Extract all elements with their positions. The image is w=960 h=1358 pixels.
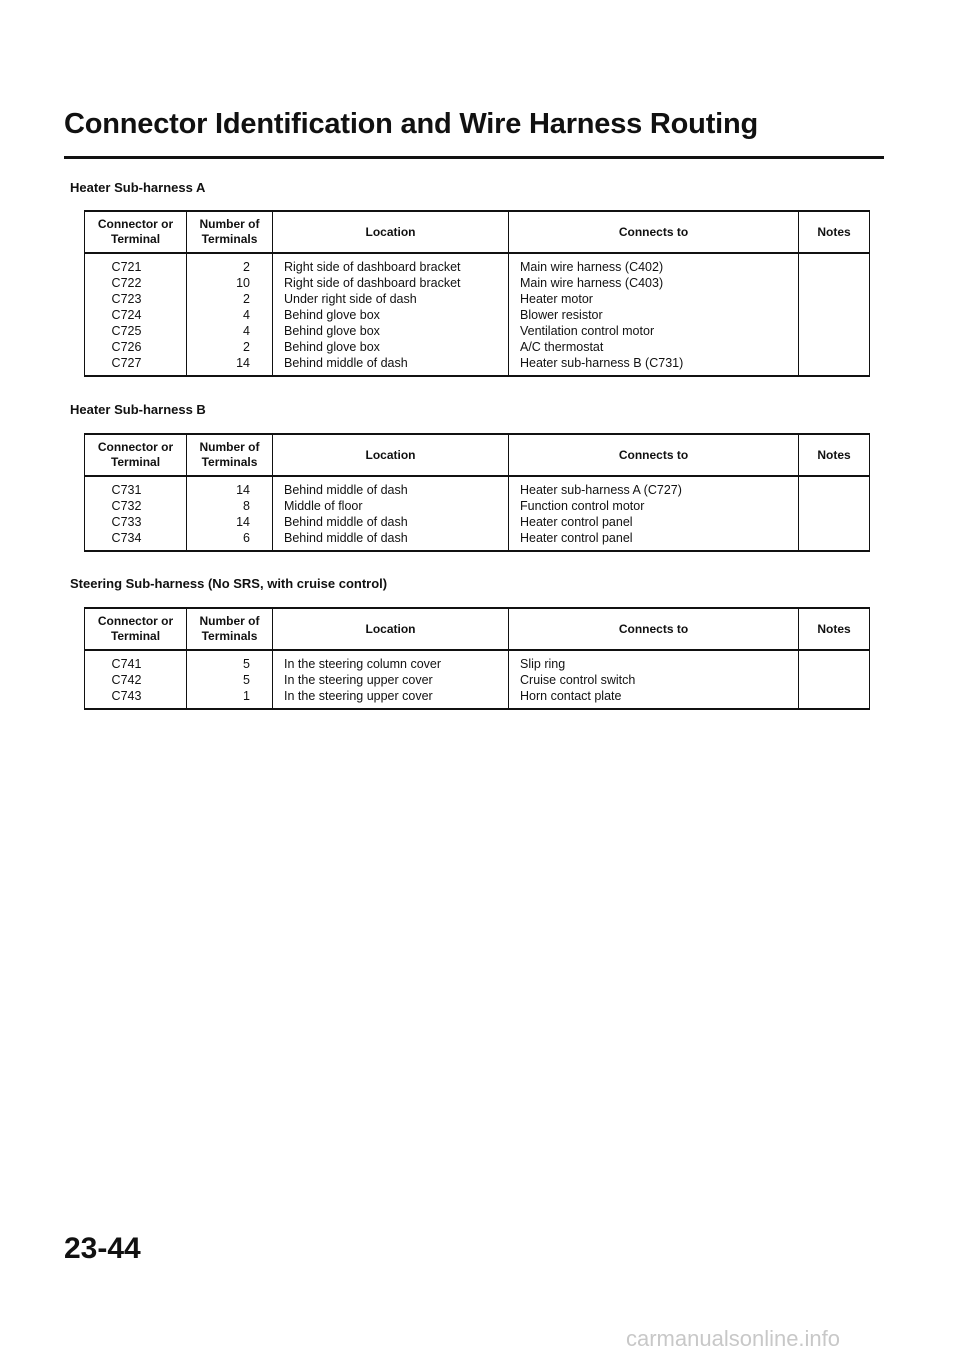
connects-to-value: Heater motor [520, 292, 593, 306]
section-title: Heater Sub-harness A [70, 180, 206, 195]
location-value: Behind glove box [284, 308, 380, 322]
header-number-of-terminals [187, 608, 273, 650]
header-connector-line: Terminal [110, 455, 161, 469]
terminals-value: 6 [243, 531, 250, 545]
connects-to-cell [509, 650, 799, 709]
connector-cell [85, 650, 187, 709]
header-notes: Notes [799, 608, 870, 650]
notes-cell [799, 650, 870, 709]
header-number-of-terminals-line: Number of [199, 614, 260, 628]
header-notes: Notes [799, 211, 870, 253]
header-connects-to: Connects to [509, 211, 799, 253]
connector-table [84, 607, 870, 710]
connector-table [84, 433, 870, 552]
location-cell [273, 253, 509, 376]
terminals-value: 4 [243, 308, 250, 322]
connects-to-value: Horn contact plate [520, 689, 622, 703]
location-value: Behind glove box [284, 340, 380, 354]
location-value: In the steering column cover [284, 657, 442, 671]
connects-to-value: Heater control panel [520, 515, 633, 529]
header-number-of-terminals-line: Number of [199, 217, 260, 231]
header-connector [85, 608, 187, 650]
title-rule [64, 156, 884, 159]
notes-cell [799, 476, 870, 551]
connects-to-value: Slip ring [520, 657, 566, 671]
table-row [85, 476, 870, 551]
connects-to-value: Cruise control switch [520, 673, 636, 687]
location-value: In the steering upper cover [284, 689, 433, 703]
header-number-of-terminals [187, 211, 273, 253]
header-connector-line: Connector or [97, 614, 174, 628]
terminals-value: 2 [243, 260, 250, 274]
connects-to-value: Ventilation control motor [520, 324, 655, 338]
connects-to-value: Heater sub-harness B (C731) [520, 356, 684, 370]
table-row [85, 650, 870, 709]
terminals-value: 2 [243, 292, 250, 306]
location-value: Behind middle of dash [284, 531, 408, 545]
location-value: Under right side of dash [284, 292, 417, 306]
page-title: Connector Identification and Wire Harness Routing [64, 108, 759, 140]
connector-table [84, 210, 870, 377]
location-value: In the steering upper cover [284, 673, 433, 687]
connector-value: C741 [111, 657, 142, 671]
terminals-cell [187, 650, 273, 709]
connects-to-value: Blower resistor [520, 308, 603, 322]
header-number-of-terminals-line: Terminals [201, 629, 258, 643]
connects-to-value: A/C thermostat [520, 340, 604, 354]
connector-value: C727 [111, 356, 142, 370]
connector-cell [85, 476, 187, 551]
section-title: Heater Sub-harness B [70, 402, 206, 417]
connector-value: C726 [111, 340, 142, 354]
header-row [85, 434, 870, 476]
header-number-of-terminals [187, 434, 273, 476]
location-value: Right side of dashboard bracket [284, 260, 461, 274]
connector-value: C731 [111, 483, 142, 497]
section-title: Steering Sub-harness (No SRS, with cruise control) [70, 576, 388, 591]
header-number-of-terminals-line: Terminals [201, 232, 258, 246]
terminals-value: 14 [236, 483, 250, 497]
location-value: Middle of floor [284, 499, 363, 513]
header-connects-to: Connects to [509, 434, 799, 476]
terminals-value: 2 [243, 340, 250, 354]
connector-value: C732 [111, 499, 142, 513]
location-value: Behind glove box [284, 324, 380, 338]
header-number-of-terminals-line: Number of [199, 440, 260, 454]
connector-value: C733 [111, 515, 142, 529]
table-row [85, 253, 870, 376]
header-row [85, 211, 870, 253]
terminals-value: 1 [243, 689, 250, 703]
connects-to-value: Main wire harness (C403) [520, 276, 664, 290]
terminals-cell [187, 476, 273, 551]
connects-to-value: Main wire harness (C402) [520, 260, 664, 274]
header-row [85, 608, 870, 650]
connector-value: C721 [111, 260, 142, 274]
connects-to-cell [509, 253, 799, 376]
watermark: carmanualsonline.info [626, 1326, 841, 1351]
header-location: Location [273, 608, 509, 650]
location-cell [273, 476, 509, 551]
header-connector-line: Terminal [110, 629, 161, 643]
connector-value: C742 [111, 673, 142, 687]
terminals-value: 14 [236, 515, 250, 529]
location-cell [273, 650, 509, 709]
terminals-cell [187, 253, 273, 376]
page-number: 23-44 [64, 1232, 141, 1265]
terminals-value: 4 [243, 324, 250, 338]
terminals-value: 5 [243, 657, 250, 671]
header-location: Location [273, 211, 509, 253]
connects-to-value: Function control motor [520, 499, 645, 513]
location-value: Behind middle of dash [284, 483, 408, 497]
connector-value: C725 [111, 324, 142, 338]
connector-value: C743 [111, 689, 142, 703]
location-value: Behind middle of dash [284, 515, 408, 529]
terminals-value: 10 [236, 276, 250, 290]
notes-cell [799, 253, 870, 376]
connects-to-value: Heater control panel [520, 531, 633, 545]
header-connector-line: Connector or [97, 440, 174, 454]
header-number-of-terminals-line: Terminals [201, 455, 258, 469]
location-value: Behind middle of dash [284, 356, 408, 370]
header-notes: Notes [799, 434, 870, 476]
terminals-value: 14 [236, 356, 250, 370]
connector-cell [85, 253, 187, 376]
connects-to-value: Heater sub-harness A (C727) [520, 483, 682, 497]
header-location: Location [273, 434, 509, 476]
header-connector [85, 434, 187, 476]
header-connector [85, 211, 187, 253]
header-connects-to: Connects to [509, 608, 799, 650]
terminals-value: 5 [243, 673, 250, 687]
connector-value: C722 [111, 276, 142, 290]
connector-value: C723 [111, 292, 142, 306]
location-value: Right side of dashboard bracket [284, 276, 461, 290]
header-connector-line: Connector or [97, 217, 174, 231]
connector-value: C734 [111, 531, 142, 545]
header-connector-line: Terminal [110, 232, 161, 246]
terminals-value: 8 [243, 499, 250, 513]
connector-value: C724 [111, 308, 142, 322]
connects-to-cell [509, 476, 799, 551]
